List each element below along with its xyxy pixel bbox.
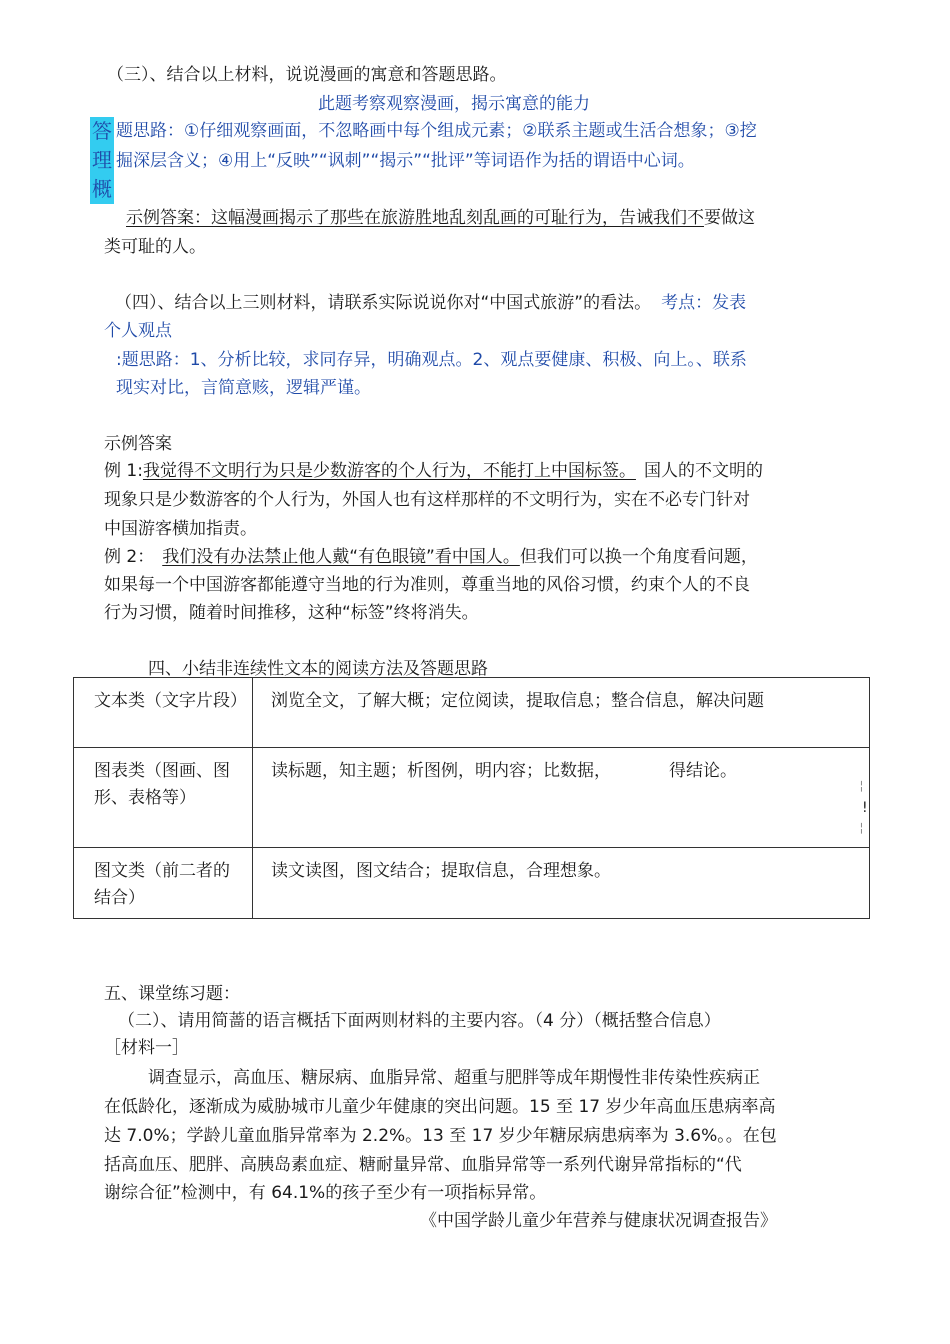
table-cell-method: 浏览全文，了解大概；定位阅读，提取信息；整合信息，解决问题 [253, 678, 870, 748]
section4-approach-line2: 现实对比，言简意赅，逻辑严谨。 [116, 378, 371, 398]
section4-kaodian-cont: 个人观点 [104, 321, 172, 341]
highlight-column [90, 117, 114, 204]
section3-example-underlined: 示例答案：这幅漫画揭示了那些在旅游胜地乱刻乱画的可耻行为，告诫我们不 [126, 208, 704, 228]
table-cell-type: 图表类（图画、图形、表格等） [74, 748, 253, 848]
table-cell-method: 读文读图，图文结合；提取信息，合理想象。 [253, 848, 870, 919]
section4-heading-line [115, 290, 746, 316]
example2-line1 [104, 544, 758, 570]
highlight-char-1: 答 [90, 117, 114, 146]
table-cell-method-text: 读标题，知主题；析图例，明内容；比数据， [271, 761, 611, 781]
table-cell-method [253, 748, 870, 848]
section3-approach-line2: 掘深层含义；④用上“反映”“讽刺”“揭示”“批评”等词语作为括的谓语中心词。 [116, 151, 695, 171]
section3-example-line2: 类可耻的人。 [104, 237, 206, 257]
material-para-line1: 调查显示，高血压、糖尿病、血脂异常、超重与肥胖等成年期慢性非传染性疾病正 [148, 1068, 760, 1088]
margin-mark-1: ╎ [858, 780, 865, 793]
section3-example-line1 [126, 205, 755, 231]
example1-line1 [104, 458, 763, 484]
material-para-line4: 括高血压、肥胖、高胰岛素血症、糖耐量异常、血脂异常等一系列代谢异常指标的“代 [104, 1155, 742, 1175]
section3-approach-line1: 题思路：①仔细观察画面，不忽略画中每个组成元素；②联系主题或生活合想象；③挖 [116, 121, 757, 141]
margin-mark-2: ! [862, 800, 868, 816]
section3-example-rest: 要做这 [704, 208, 755, 228]
section3-heading: （三）、结合以上材料，说说漫画的寓意和答题思路。 [107, 65, 507, 85]
summary-table [73, 677, 870, 919]
example1-rest: 国人的不文明的 [643, 461, 763, 481]
material-para-line3: 达 7.0%；学龄儿童血脂异常率为 2.2%。13 至 17 岁少年糖尿病患病率为 3.6%。。在包 [104, 1126, 777, 1146]
section5-heading: 五、课堂练习题： [104, 984, 240, 1004]
example1-underlined: 我觉得不文明行为只是少数游客的个人行为，不能打上中国标签。 [142, 461, 636, 481]
section4-kaodian: 考点：发表 [661, 293, 747, 313]
highlight-char-3: 概 [90, 175, 114, 204]
table-row [74, 748, 870, 848]
example1-line2: 现象只是少数游客的个人行为，外国人也有这样那样的不文明行为，实在不必专门针对 [104, 490, 750, 510]
material-source: 《中国学龄儿童少年营养与健康状况调查报告》 [420, 1211, 777, 1231]
section4-example-title: 示例答案 [104, 434, 172, 454]
example2-line3: 行为习惯，随着时间推移，这种“标签”终将消失。 [104, 603, 479, 623]
material-para-line2: 在低龄化，逐渐成为威胁城市儿童少年健康的突出问题。15 至 17 岁少年高血压患病率高 [104, 1097, 776, 1117]
table-row [74, 678, 870, 748]
example1-line3: 中国游客横加指责。 [104, 519, 257, 539]
section4-approach-line1: :题思路：1、分析比较，求同存异，明确观点。2、观点要健康、积极、向上。、联系 [116, 350, 747, 370]
table-cell-type: 文本类（文字片段） [74, 678, 253, 748]
table-row [74, 848, 870, 919]
example1-prefix: 例 1: [104, 461, 143, 481]
highlight-char-2: 理 [90, 146, 114, 175]
section5-question: （二）、请用简蔷的语言概括下面两则材料的主要内容。（4 分）（概括整合信息） [118, 1011, 721, 1031]
section4-heading: （四）、结合以上三则材料，请联系实际说说你对“中国式旅游”的看法。 [115, 293, 652, 313]
section3-focus: 此题考察观察漫画，揭示寓意的能力 [318, 94, 590, 114]
summary-heading: 四、小结非连续性文本的阅读方法及答题思路 [148, 659, 488, 679]
example2-rest: 但我们可以换一个角度看问题， [519, 547, 758, 567]
margin-mark-3: ╎ [858, 822, 865, 835]
example2-line2: 如果每一个中国游客都能遵守当地的行为准则，尊重当地的风俗习惯，约束个人的不良 [104, 575, 750, 595]
example2-underlined: 我们没有办法禁止他人戴“有色眼镜”看中国人。 [162, 547, 520, 567]
material-para-line5: 谢综合征”检测中，有 64.1%的孩子至少有一项指标异常。 [104, 1183, 547, 1203]
table-cell-method-tail: 得结论。 [669, 761, 737, 781]
material-label: ［材料一］ [104, 1038, 189, 1058]
example2-prefix: 例 2： [104, 547, 155, 567]
table-cell-type: 图文类（前二者的结合） [74, 848, 253, 919]
